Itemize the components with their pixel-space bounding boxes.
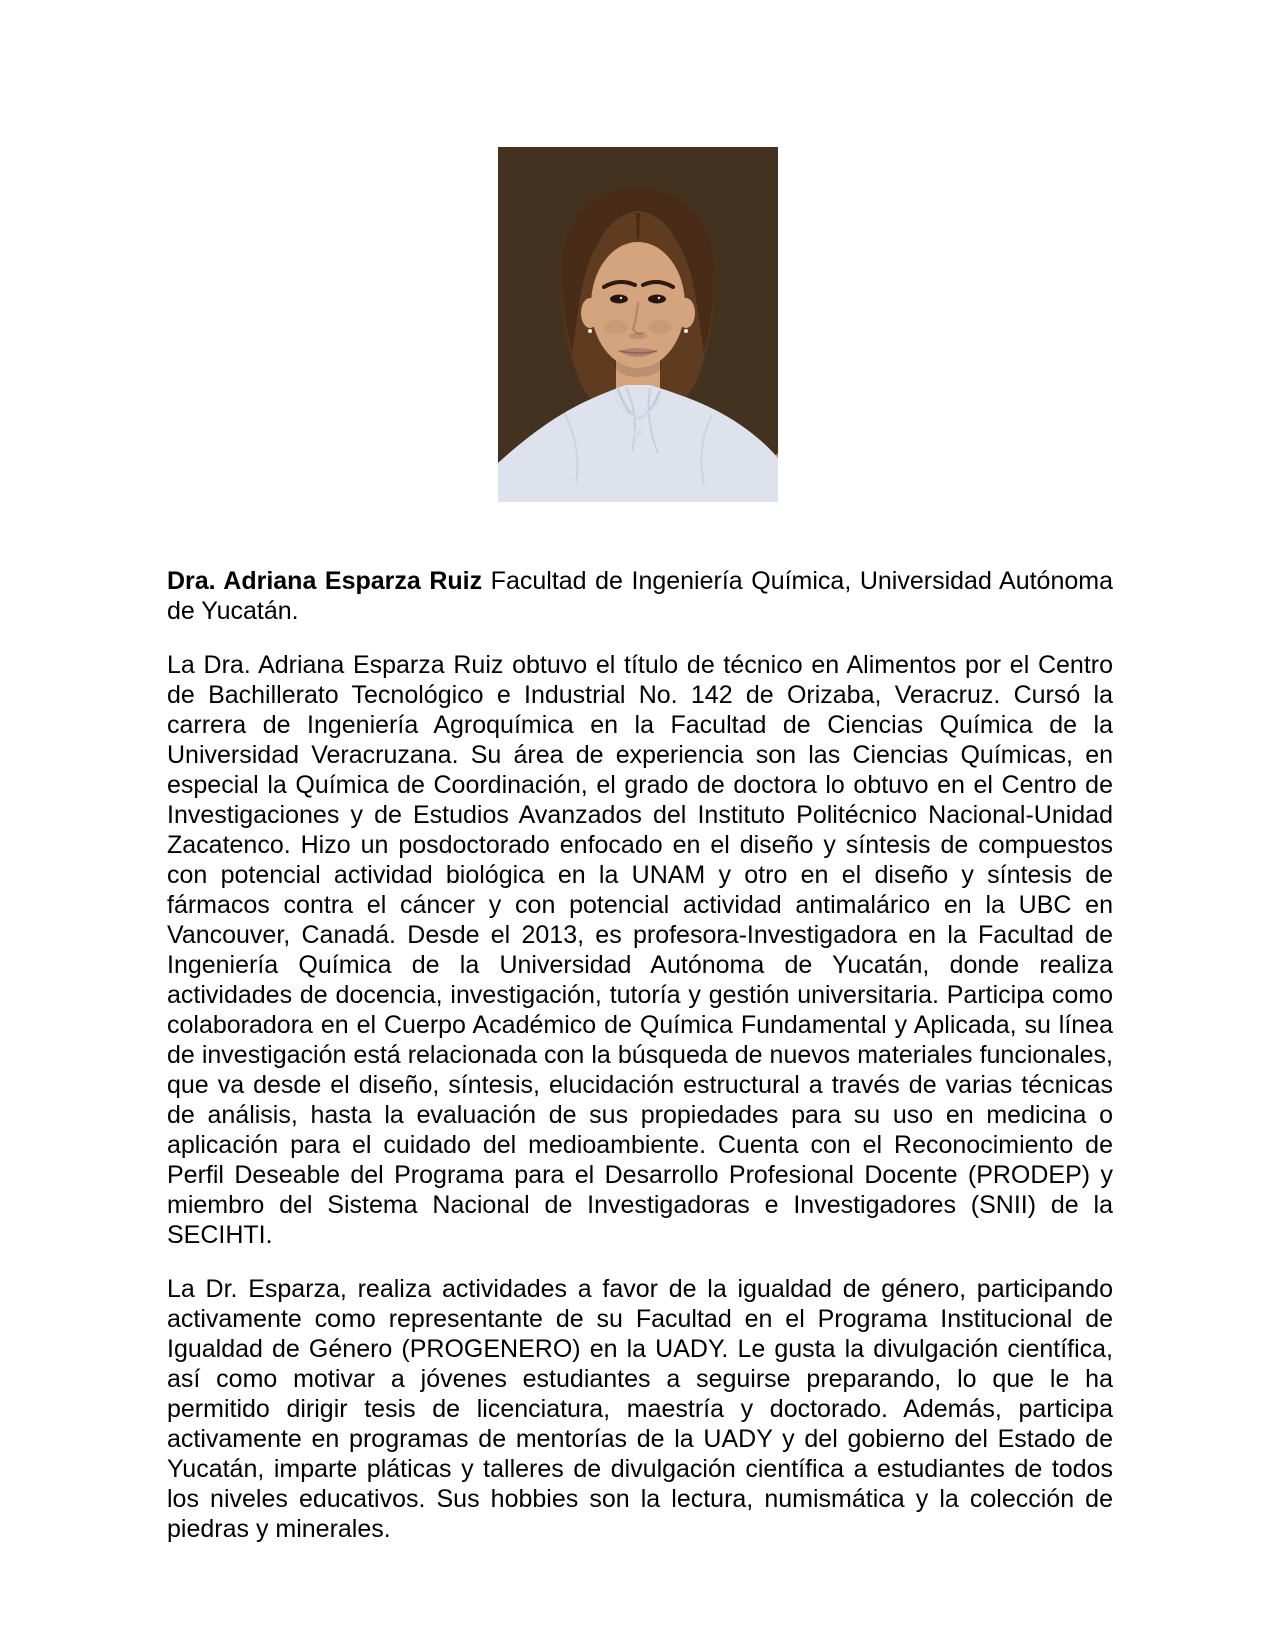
earring-right (684, 329, 688, 333)
earring-left (588, 329, 592, 333)
bio-heading (167, 566, 1113, 626)
bio-paragraph: La Dra. Adriana Esparza Ruiz obtuvo el título de técnico en Alimentos por el Centro de Bachillerato Tecnológico e Industrial No. 142 de Orizaba, Veracruz. Cursó la carrera de Ingeniería Agroquímica en la Facultad de Ciencias Química de la Universidad Veracruzana. Su área de experiencia son las Ciencias Químicas, en especial la Química de Coordinación, el grado de doctora lo obtuvo en el Centro de Investigaciones y de Estudios Avanzados del Instituto Politécnico Nacional-Unidad Zacatenco. Hizo un posdoctorado enfocado en el diseño y síntesis de compuestos con potencial actividad biológica en la UNAM y otro en el diseño y síntesis de fármacos contra el cáncer y con potencial actividad antimalárico en la UBC en Vancouver, Canadá. Desde el 2013, es profesora-Investigadora en la Facultad de Ingeniería Química de la Universidad Autónoma de Yucatán, donde realiza actividades de docencia, investigación, tutoría y gestión universitaria. Participa como colaboradora en el Cuerpo Académico de Química Fundamental y Aplicada, su línea de investigación está relacionada con la búsqueda de nuevos materiales funcionales, que va desde el diseño, síntesis, elucidación estructural a través de varias técnicas de análisis, hasta la evaluación de sus propiedades para su uso en medicina o aplicación para el cuidado del medioambiente. Cuenta con el Reconocimiento de Perfil Deseable del Programa para el Desarrollo Profesional Docente (PRODEP) y miembro del Sistema Nacional de Investigadoras e Investigadores (SNII) de la SECIHTI. (167, 651, 1113, 1249)
person-name: Dra. Adriana Esparza Ruiz (167, 567, 483, 595)
nose-shadow (629, 333, 647, 339)
face-shape (591, 211, 685, 368)
portrait-photo (498, 147, 778, 502)
gender-activities-paragraph: La Dr. Esparza, realiza actividades a favor de la igualdad de género, participando activamente como representante de su Facultad en el Programa Institucional de Igualdad de Género (PROGENERO) en la UADY. Le gusta la divulgación científica, así como motivar a jóvenes estudiantes a seguirse preparando, lo que le ha permitido dirigir tesis de licenciatura, maestría y doctorado. Además, participa activamente en programas de mentorías de la UADY y del gobierno del Estado de Yucatán, imparte pláticas y talleres de divulgación científica a estudiantes de todos los niveles educativos. Sus hobbies son la lectura, numismática y la colección de piedras y minerales. (167, 1275, 1113, 1543)
person-affiliation: Facultad de Ingeniería Química, Universidad Autónoma de Yucatán. (167, 567, 1113, 625)
portrait-photo-canvas (498, 147, 778, 502)
bio-text-block (167, 566, 1113, 1544)
